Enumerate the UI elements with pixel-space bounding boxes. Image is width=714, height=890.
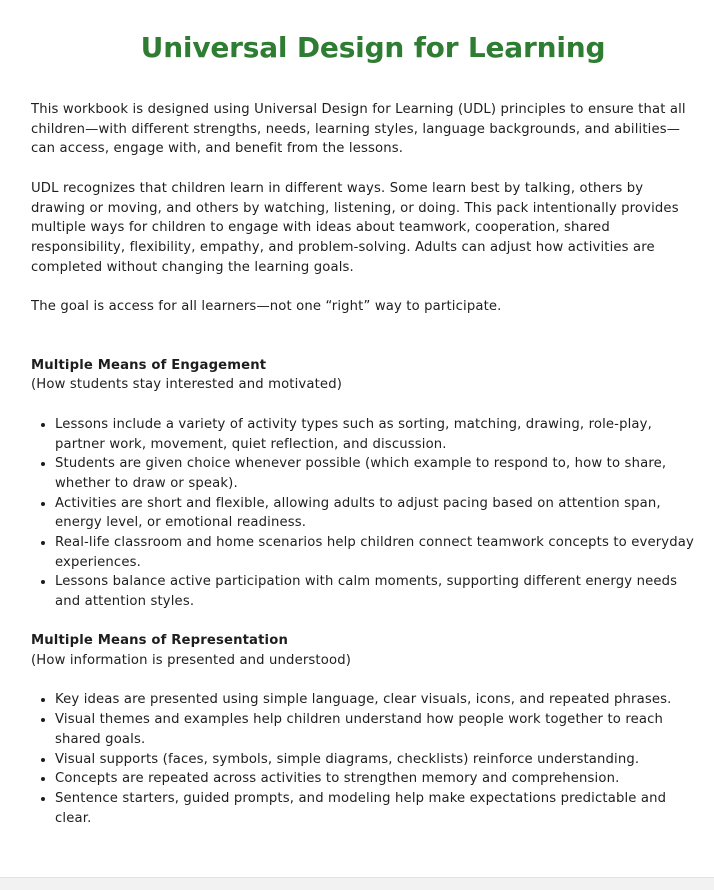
page-title: Universal Design for Learning (140, 31, 606, 64)
intro-paragraph: UDL recognizes that children learn in different ways. Some learn best by talking, others by drawing or moving, and others by watching, listening, or doing. This pack intentionally provides multiple ways for children to engage with ideas about teamwork, cooperation, shared responsibility, flexibility, empathy, and problem-solving. Adults can adjust how activities are completed without changing the learning goals. (31, 180, 679, 275)
section-representation (31, 631, 701, 828)
list-item: • Real-life classroom and home scenarios help children connect teamwork concepts to everyday experiences. (55, 533, 701, 572)
list-item: • Visual supports (faces, symbols, simple diagrams, checklists) reinforce understanding. (55, 750, 701, 770)
document-body (31, 100, 701, 828)
intro-paragraph: The goal is access for all learners—not one “right” way to participate. (31, 299, 502, 314)
bullet-list (31, 415, 701, 612)
section-heading: Multiple Means of Engagement (31, 357, 267, 373)
bullet-list (31, 690, 701, 828)
list-item: • Sentence starters, guided prompts, and modeling help make expectations predictable and clear. (55, 789, 701, 828)
list-item: • Concepts are repeated across activities to strengthen memory and comprehension. (55, 769, 701, 789)
list-item: • Lessons balance active participation with calm moments, supporting different energy needs and attention styles. (55, 572, 701, 611)
section-subheading: (How students stay interested and motivated) (31, 377, 343, 393)
section-heading: Multiple Means of Representation (31, 633, 288, 649)
page-bottom-edge (0, 877, 714, 890)
section-engagement (31, 356, 701, 612)
list-item: • Visual themes and examples help children understand how people work together to reach shared goals. (55, 710, 701, 749)
list-item: • Lessons include a variety of activity types such as sorting, matching, drawing, role-play, partner work, movement, quiet reflection, and discussion. (55, 415, 701, 454)
list-item: • Activities are short and flexible, allowing adults to adjust pacing based on attention span, energy level, or emotional readiness. (55, 494, 701, 533)
list-item: • Students are given choice whenever possible (which example to respond to, how to share, whether to draw or speak). (55, 454, 701, 493)
list-item: • Key ideas are presented using simple language, clear visuals, icons, and repeated phrases. (55, 690, 701, 710)
section-subheading: (How information is presented and understood) (31, 653, 352, 669)
intro-paragraph: This workbook is designed using Universal Design for Learning (UDL) principles to ensure that all children—with different strengths, needs, learning styles, language backgrounds, and abilities—can access, engage with, and benefit from the lessons. (31, 102, 686, 157)
